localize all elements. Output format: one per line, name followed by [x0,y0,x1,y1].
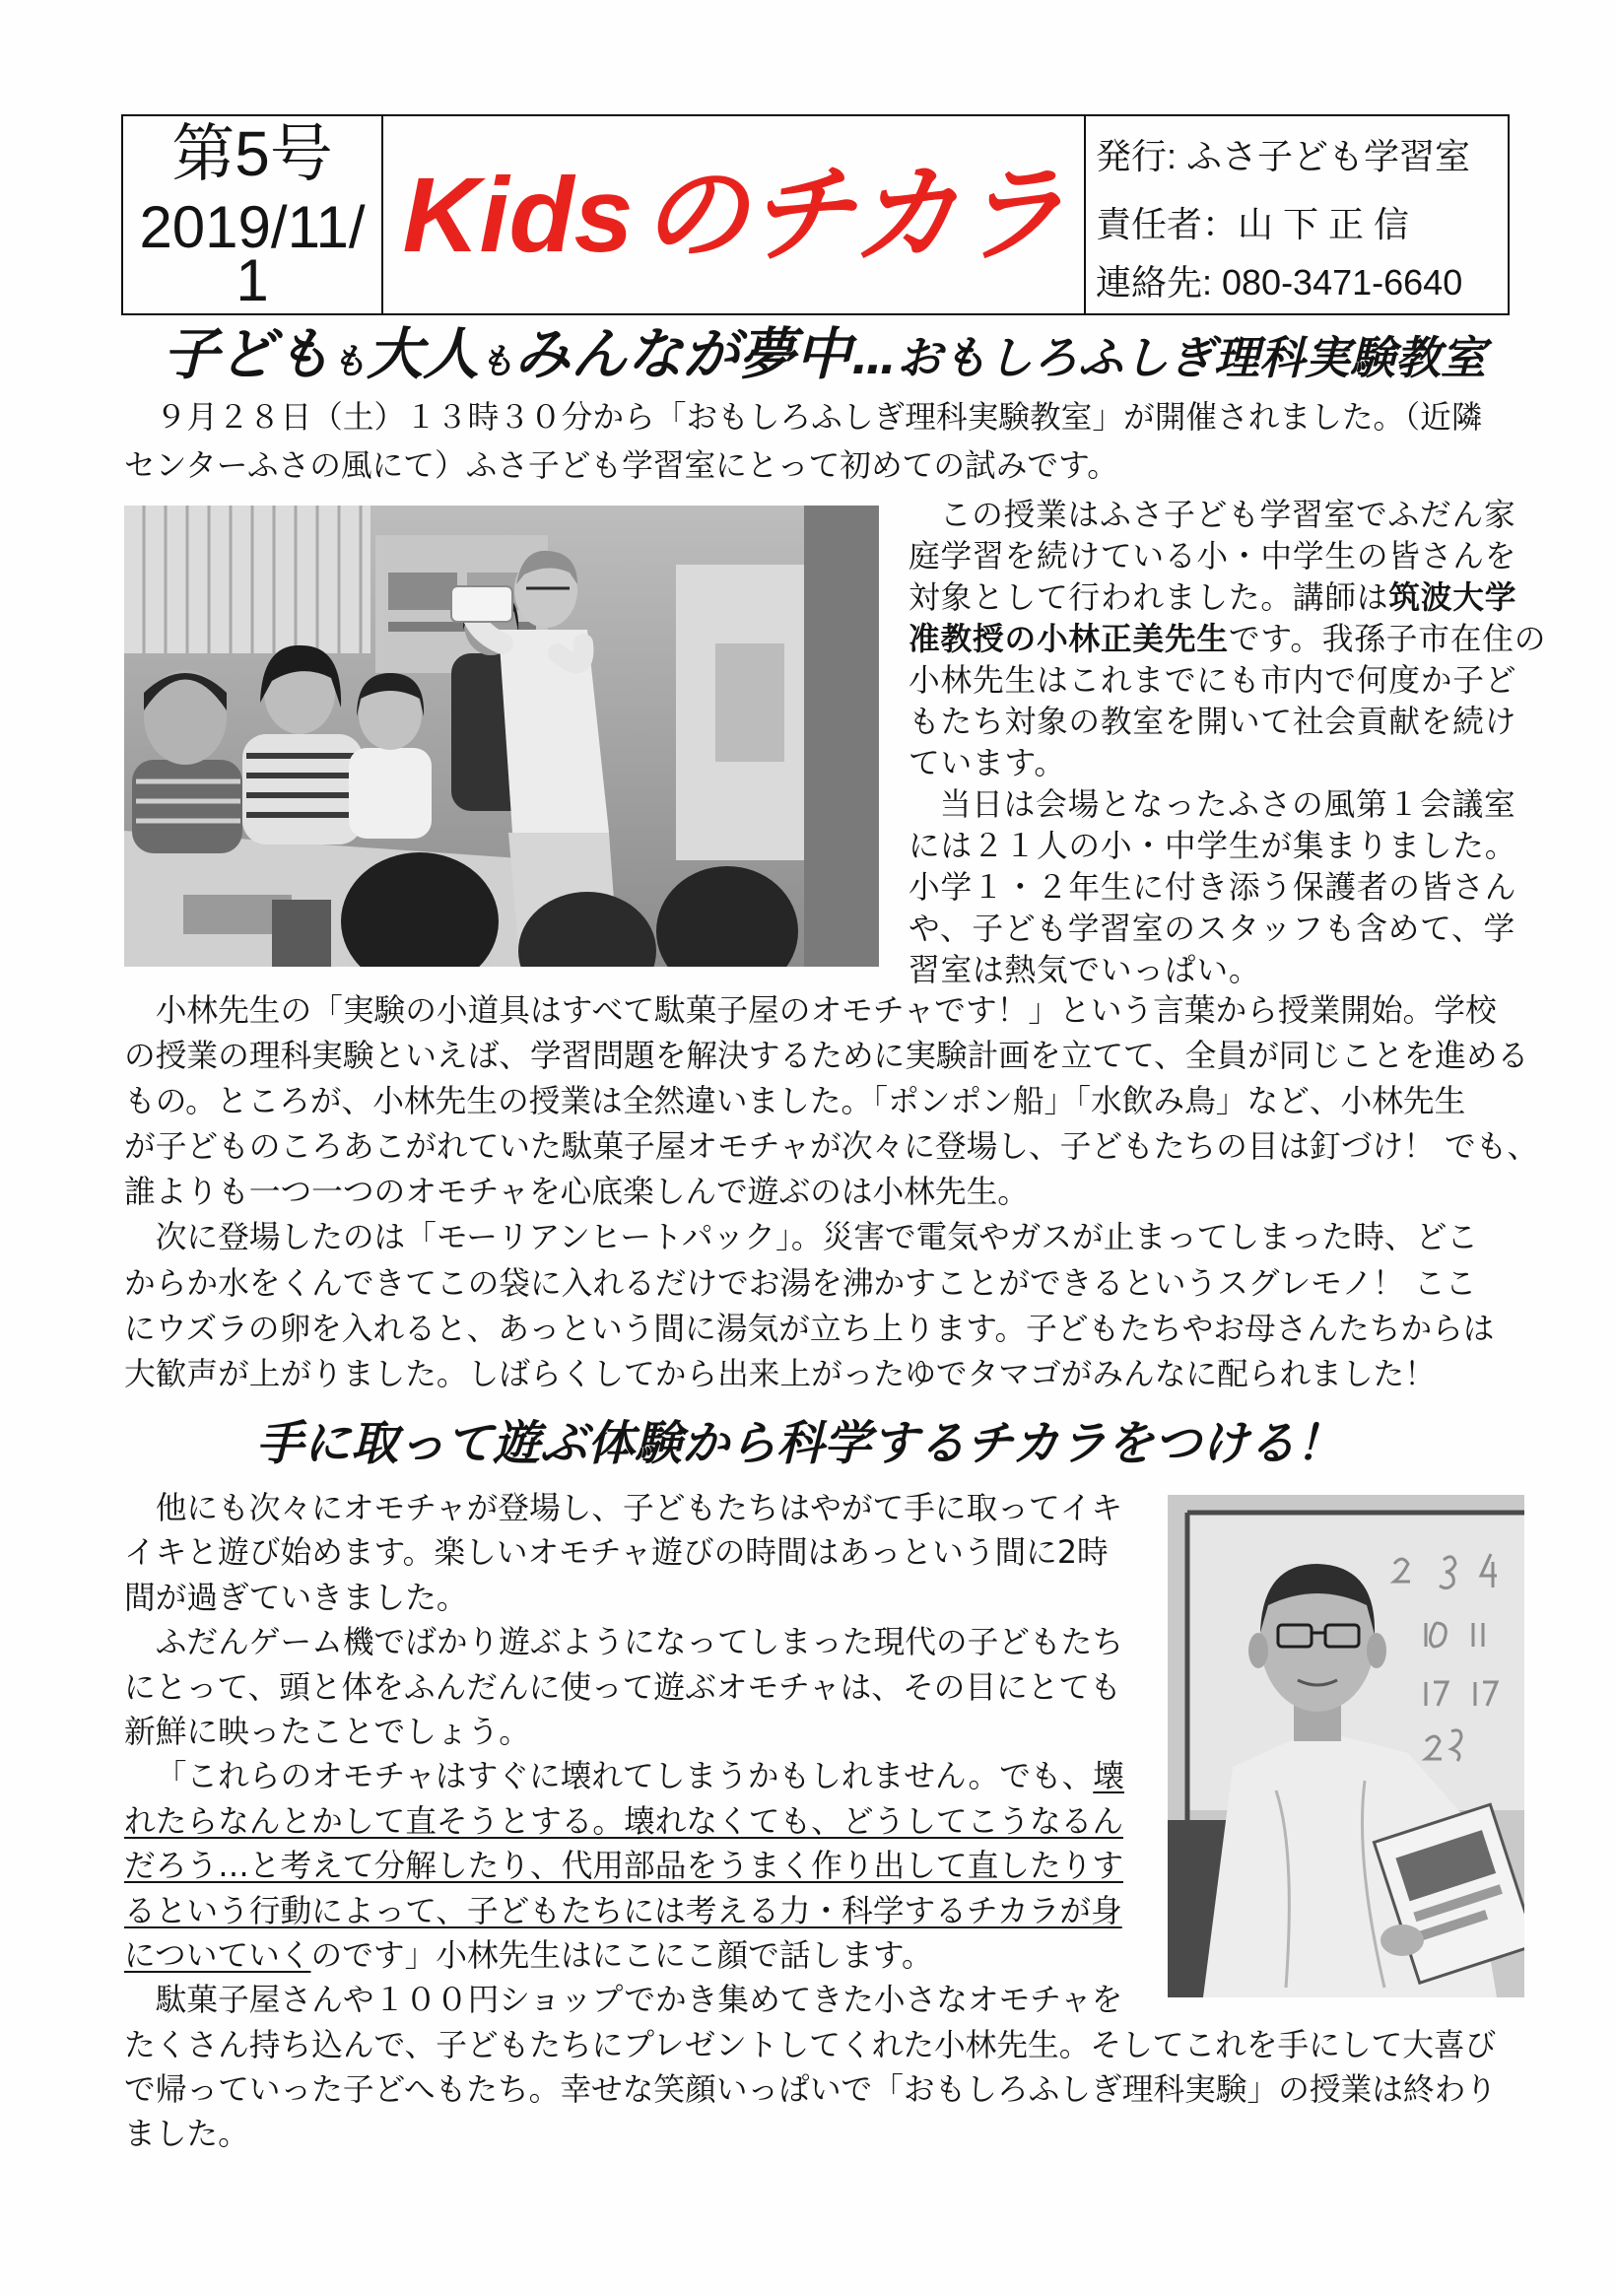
text-line: ふだんゲーム機でばかり遊ぶようになってしまった現代の子どもたち [155,1625,1123,1661]
editor-line: 責任者：山 下 正 信 [1096,204,1410,244]
underlined-text: についていく [124,1937,311,1974]
title-kana: のチカラ [640,153,1065,277]
classroom-photo-image [124,506,879,967]
text-line [124,1934,1582,1979]
bold-text: 筑波大学 [1388,580,1517,616]
publisher-line: 発行: ふさ子ども学習室 [1096,136,1471,176]
text-line: ９月２８日（土）１３時３０分から「おもしろふしぎ理科実験教室」が開催されました。（近隣 [155,400,1483,436]
text-line [124,1890,1582,1934]
text-line: 誰よりも一つ一つのオモチャを心底楽しんで遊ぶのは小林先生。 [124,1175,1029,1211]
issue-date-day: 1 [236,247,269,313]
publisher-cell [1086,116,1508,313]
underlined-text: るという行動によって、子どもたちには考える力・科学するチカラが身 [124,1893,1122,1929]
text-line: 他にも次々にオモチャが登場し、子どもたちはやがて手に取ってイキ [155,1491,1123,1526]
headline-part: 子ども [162,325,331,384]
text-line: ました。 [124,2117,249,2153]
text-line: 新鮮に映ったことでしょう。 [124,1714,530,1750]
newsletter-title [402,153,1065,277]
text-line: には２１人の小・中学生が集まりました。 [909,829,1517,864]
text-line: 小学１・２年生に付き添う保護者の皆さん [909,870,1517,906]
text-line: が子どものころあこがれていた駄菓子屋オモチャが次々に登場し、子どもたちの目は釘づけ！ でも、 [124,1129,1539,1166]
text-line: 次に登場したのは「モーリアンヒートパック」。災害で電気やガスが止まってしまった時、どこ [155,1220,1478,1256]
masthead [121,114,1510,315]
text-line: センターふさの風にて）ふさ子ども学習室にとって初めての試みです。 [124,448,1118,484]
text-line: 駄菓子屋さんや１００円ショップでかき集めてきた小さなオモチャを [155,1983,1123,2019]
text-line: からか水をくんできてこの袋に入れるだけでお湯を沸かすことができるというスグレモノ！ ここ [124,1265,1477,1302]
headline-part: も [479,342,515,382]
headline-part: 大人 [367,325,479,384]
text-line: や、子ども学習室のスタッフも含めて、学 [909,912,1515,947]
issue-cell [123,116,383,313]
text-line: この授業はふさ子ども学習室でふだん家 [939,498,1516,533]
issue-date: 2019/11/ [139,194,366,260]
headline-part: も [330,342,367,382]
article1-side-column [909,495,1598,991]
underlined-text: れたらなんとかして直そうとする。壊れなくても、どうしてこうなるん [124,1803,1123,1840]
text-line: 小林先生はこれまでにも市内で何度か子ど [909,663,1517,699]
headline-part: …おもしろふしぎ理科実験教室 [851,331,1487,384]
text-line: もの。ところが、小林先生の授業は全然違いました。「ポンポン船」「水飲み鳥」など、小林先生 [124,1084,1466,1120]
article1-body [124,988,1582,1397]
text-line [124,1755,1582,1799]
text-line: イキと遊び始めます。楽しいオモチャ遊びの時間はあっという間に2時 [124,1535,1109,1572]
text-segment: のです」小林先生はにこにこ顔で話します。 [310,1937,933,1974]
text-line [124,1800,1582,1845]
bold-text: 准教授の小林正美先生 [909,622,1229,657]
text-line [124,1845,1582,1889]
text-line: にとって、頭と体をふんだんに使って遊ぶオモチャは、その目にとても [124,1669,1121,1706]
headline-2: 手に取って遊ぶ体験から科学するチカラをつける！ [256,1416,1344,1471]
text-line: 習室は熱気でいっぱい。 [909,953,1261,988]
text-line: で帰っていった子どへもたち。幸せな笑顔いっぱいで「おもしろふしぎ理科実験」の授業は終わり [124,2072,1497,2109]
text-line: にウズラの卵を入れると、あっという間に湯気が立ち上ります。子どもたちやお母さんたちからは [124,1311,1495,1347]
underlined-text: 壊 [1093,1759,1124,1795]
text-segment: 対象として行われました。講師は [909,580,1389,616]
classroom-photo [124,506,879,967]
title-latin: Kids [402,154,634,274]
text-line [909,577,1598,619]
text-line: 間が過ぎていきました。 [124,1580,468,1616]
article2-body [124,1487,1582,2158]
text-line: 小林先生の「実験の小道具はすべて駄菓子屋のオモチャです！」という言葉から授業開始。学校 [155,993,1497,1029]
issue-number: 第5号 [171,118,333,189]
text-segment: です。我孫子市在住の [1228,622,1547,657]
underlined-text: だろう…と考えて分解したり、代用部品をうまく作り出して直したりす [124,1849,1123,1885]
text-line: もたち対象の教室を開いて社会貢献を続け [909,705,1517,740]
text-line: 大歓声が上がりました。しばらくしてから出来上がったゆでタマゴがみんなに配られました！ [124,1356,1436,1392]
text-segment: 「これらのオモチャはすぐに壊れてしまうかもしれません。でも、 [155,1759,1094,1795]
headline-1 [124,325,1524,384]
text-line: たくさん持ち込んで、子どもたちにプレゼントしてくれた小林先生。そしてこれを手にして大喜び [124,2027,1497,2063]
title-cell [383,116,1086,313]
article1-intro [124,394,1543,491]
text-line: の授業の理科実験といえば、学習問題を解決するために実験計画を立てて、全員が同じことを進める [124,1039,1529,1075]
text-line: ています。 [909,746,1066,781]
text-line: 当日は会場となったふさの風第１会議室 [939,787,1516,823]
contact-line: 連絡先: 080-3471-6640 [1096,262,1463,303]
headline-part: みんなが夢中 [514,325,852,384]
text-line [909,619,1598,660]
text-line: 庭学習を続けている小・中学生の皆さんを [909,539,1517,574]
